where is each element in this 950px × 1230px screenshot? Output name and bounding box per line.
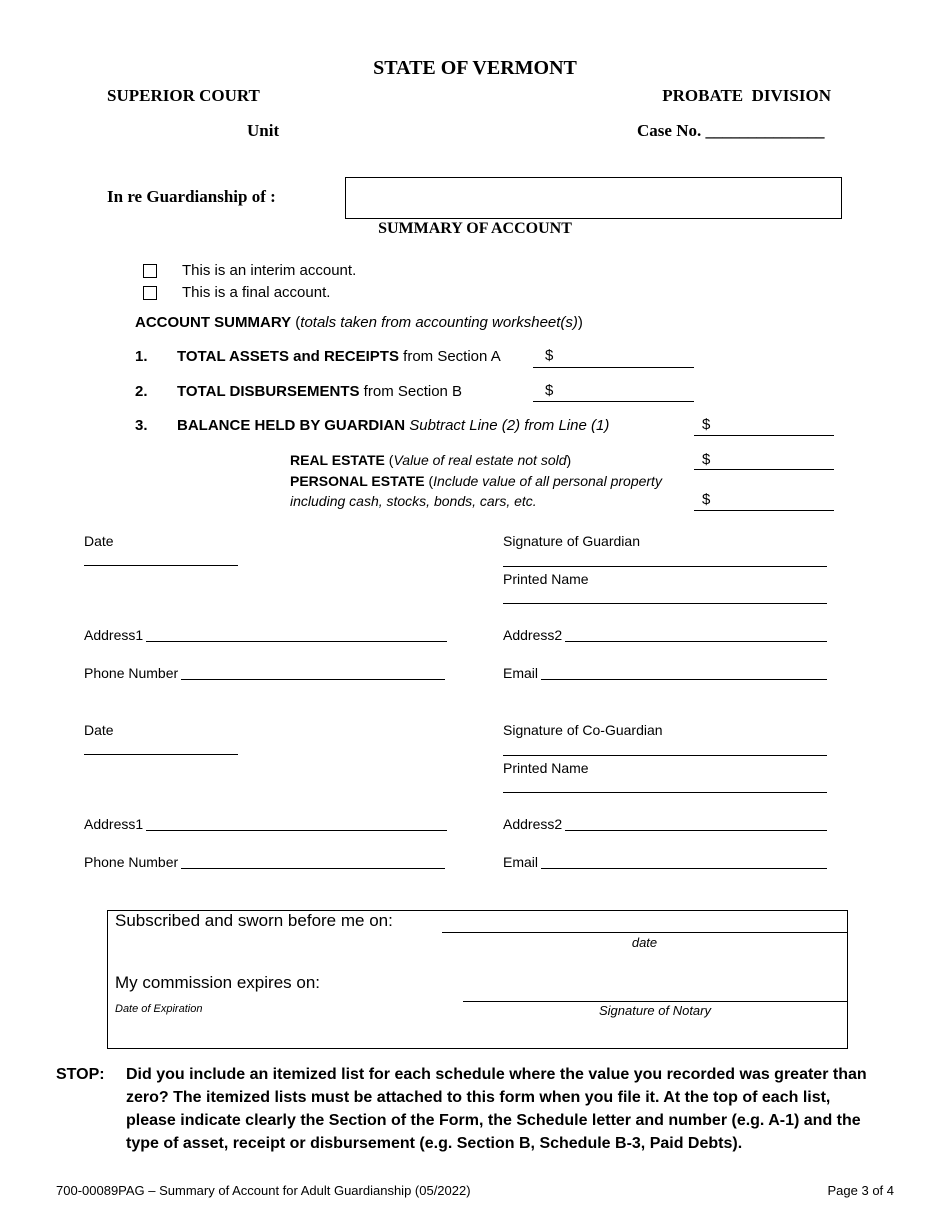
line-3-currency: $ — [702, 416, 711, 433]
co-guardian-phone-label: Phone Number — [84, 854, 179, 870]
guardian-address1-label: Address1 — [84, 627, 144, 643]
case-no-field[interactable]: ______________ — [705, 121, 825, 140]
stop-text-line-3: please indicate clearly the Section of the Form, the Schedule letter and number (e.g. A-1) and the — [126, 1112, 861, 1129]
guardian-phone-field[interactable] — [181, 679, 445, 680]
account-summary-title: ACCOUNT SUMMARY — [135, 314, 292, 331]
real-estate-open-paren: ( — [384, 452, 394, 468]
account-summary-heading — [135, 314, 583, 331]
line-1-label — [177, 348, 501, 365]
account-summary-close-paren: ) — [577, 314, 583, 331]
co-guardian-address1-field[interactable] — [146, 830, 447, 831]
real-estate-currency: $ — [702, 451, 711, 468]
line-3-amount-field[interactable] — [694, 435, 834, 436]
personal-estate-note-2: including cash, stocks, bonds, cars, etc. — [290, 493, 537, 509]
in-re-label: In re Guardianship of : — [107, 187, 276, 206]
line-1-number: 1. — [135, 348, 148, 365]
real-estate-amount-field[interactable] — [694, 469, 834, 470]
final-account-label: This is a final account. — [182, 284, 331, 301]
co-guardian-address1-label: Address1 — [84, 816, 144, 832]
notary-date-caption: date — [631, 935, 658, 950]
line-3-instruction: Subtract Line (2) from Line (1) — [405, 417, 610, 434]
guardian-printed-name-label: Printed Name — [503, 571, 589, 587]
line-2-source: from Section B — [359, 383, 463, 400]
guardian-email-field[interactable] — [541, 679, 827, 680]
notary-sworn-date-field[interactable] — [442, 932, 847, 933]
interim-account-checkbox[interactable] — [143, 264, 157, 278]
line-2-amount-field[interactable] — [533, 401, 694, 402]
guardian-address2-field[interactable] — [565, 641, 827, 642]
form-title: SUMMARY OF ACCOUNT — [378, 220, 572, 237]
co-guardian-signature-field[interactable] — [503, 755, 827, 756]
stop-text-line-1: Did you include an itemized list for each schedule where the value you recorded was greater than — [126, 1066, 867, 1083]
line-1-amount-field[interactable] — [533, 367, 694, 368]
state-title: STATE OF VERMONT — [373, 57, 577, 79]
account-summary-note: totals taken from accounting worksheet(s) — [300, 314, 578, 331]
co-guardian-address2-field[interactable] — [565, 830, 827, 831]
line-1-currency: $ — [545, 347, 554, 364]
stop-text-line-2: zero? The itemized lists must be attached to this form when you file it. At the top of each list, — [126, 1089, 831, 1106]
unit-label: Unit — [247, 121, 280, 140]
co-guardian-printed-name-label: Printed Name — [503, 760, 589, 776]
co-guardian-address2-label: Address2 — [503, 816, 563, 832]
co-guardian-email-label: Email — [503, 854, 539, 870]
in-re-name-field[interactable] — [345, 177, 842, 219]
stop-text-line-4: type of asset, receipt or disbursement (e.g. Section B, Schedule B-3, Paid Debts). — [126, 1135, 743, 1152]
co-guardian-printed-name-field[interactable] — [503, 792, 827, 793]
guardian-email-label: Email — [503, 665, 539, 681]
footer-page-number: Page 3 of 4 — [827, 1183, 894, 1198]
guardian-date-field[interactable] — [84, 565, 238, 566]
line-1-title: TOTAL ASSETS and RECEIPTS — [177, 348, 399, 365]
co-guardian-phone-field[interactable] — [181, 868, 445, 869]
stop-label: STOP: — [56, 1066, 105, 1083]
co-guardian-date-label: Date — [84, 722, 114, 738]
notary-signature-field[interactable] — [463, 1001, 847, 1002]
real-estate-label — [290, 452, 571, 468]
guardian-signature-field[interactable] — [503, 566, 827, 567]
personal-estate-amount-field[interactable] — [694, 510, 834, 511]
personal-estate-label-continued — [290, 493, 537, 509]
personal-estate-note-1: Include value of all personal property — [433, 473, 662, 489]
guardian-address2-label: Address2 — [503, 627, 563, 643]
personal-estate-open-paren: ( — [424, 473, 434, 489]
co-guardian-email-field[interactable] — [541, 868, 827, 869]
real-estate-close-paren: ) — [566, 452, 572, 468]
division-name: PROBATE DIVISION — [662, 86, 831, 105]
line-3-title: BALANCE HELD BY GUARDIAN — [177, 417, 406, 434]
co-guardian-signature-label: Signature of Co-Guardian — [503, 722, 663, 738]
line-1-source: from Section A — [398, 348, 501, 365]
case-no-label — [637, 121, 824, 141]
case-no-text: Case No. — [637, 121, 702, 140]
notary-commission-label: My commission expires on: — [115, 973, 321, 992]
interim-account-label: This is an interim account. — [182, 262, 357, 279]
notary-signature-caption: Signature of Notary — [598, 1003, 711, 1018]
line-2-title: TOTAL DISBURSEMENTS — [177, 383, 360, 400]
court-name: SUPERIOR COURT — [107, 86, 260, 105]
guardian-address1-field[interactable] — [146, 641, 447, 642]
guardian-signature-label: Signature of Guardian — [503, 533, 640, 549]
final-account-checkbox[interactable] — [143, 286, 157, 300]
guardian-printed-name-field[interactable] — [503, 603, 827, 604]
line-2-currency: $ — [545, 382, 554, 399]
real-estate-title: REAL ESTATE — [290, 452, 385, 468]
account-summary-open-paren: ( — [295, 314, 301, 331]
guardian-date-label: Date — [84, 533, 114, 549]
notary-sworn-label: Subscribed and sworn before me on: — [115, 911, 393, 930]
co-guardian-date-field[interactable] — [84, 754, 238, 755]
real-estate-note: Value of real estate not sold — [393, 452, 567, 468]
personal-estate-title: PERSONAL ESTATE — [290, 473, 425, 489]
personal-estate-currency: $ — [702, 491, 711, 508]
footer-form-id: 700-00089PAG – Summary of Account for Adult Guardianship (05/2022) — [56, 1183, 471, 1198]
line-3-number: 3. — [135, 417, 148, 434]
notary-expiration-caption: Date of Expiration — [115, 1003, 203, 1015]
line-2-label — [177, 383, 462, 400]
line-3-label — [177, 417, 609, 434]
line-2-number: 2. — [135, 383, 148, 400]
personal-estate-label — [290, 473, 662, 489]
guardian-phone-label: Phone Number — [84, 665, 179, 681]
